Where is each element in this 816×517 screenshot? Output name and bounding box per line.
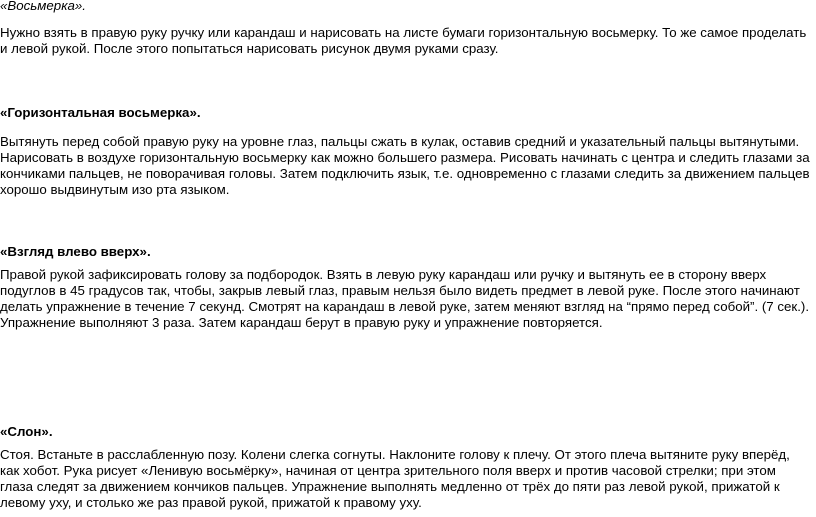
exercise-text-look-left-up: Правой рукой зафиксировать голову за подбородок. Взять в левую руку карандаш или ручку и вытянуть ее в сторону вверх подуглов в 45 градусов так, чтобы, закрыв левый глаз, правым нельзя было видеть предмет в левой руке. После этого начинают делать упражнение в течение 7 секунд. Смотрят на карандаш в левой руке, затем меняют взгляд на “прямо перед собой”. (7 сек.). Упражнение выполняют 3 раза. Затем карандаш берут в правую руку и упражнение повторяется. [0, 267, 810, 330]
exercise-title-elephant: «Слон». [0, 424, 53, 439]
exercise-text-horizontal-eight: Вытянуть перед собой правую руку на уровне глаз, пальцы сжать в кулак, оставив средний и указательный пальцы вытянутыми. Нарисовать в воздухе горизонтальную восьмерку как можно большего размера. Рисовать начинать с центра и следить глазами за кончиками пальцев, не поворачивая головы. Затем подключить язык, т.е. одновременно с глазами следить за движением пальцев хорошо выдвинутым изо рта языком. [0, 134, 810, 197]
exercise-text-figure-eight: Нужно взять в правую руку ручку или карандаш и нарисовать на листе бумаги горизонтальную восьмерку. То же самое проделать и левой рукой. После этого попытаться нарисовать рисунок двумя руками сразу. [0, 25, 807, 56]
exercise-text-elephant: Стоя. Встаньте в расслабленную позу. Колени слегка согнуты. Наклоните голову к плечу. От этого плеча вытяните руку вперёд, как хобот. Рука рисует «Ленивую восьмёрку», начиная от центра зрительного поля вверх и против часовой стрелки; при этом глаза следят за движением кончиков пальцев. Упражнение выполнять медленно от трёх до пяти раз левой рукой, прижатой к левому уху, и столько же раз правой рукой, прижатой к правому уху. [0, 447, 790, 510]
exercise-title-look-left-up: «Взгляд влево вверх». [0, 244, 151, 259]
exercise-title-figure-eight: «Восьмерка». [0, 0, 86, 13]
exercise-title-horizontal-eight: «Горизонтальная восьмерка». [0, 105, 201, 120]
